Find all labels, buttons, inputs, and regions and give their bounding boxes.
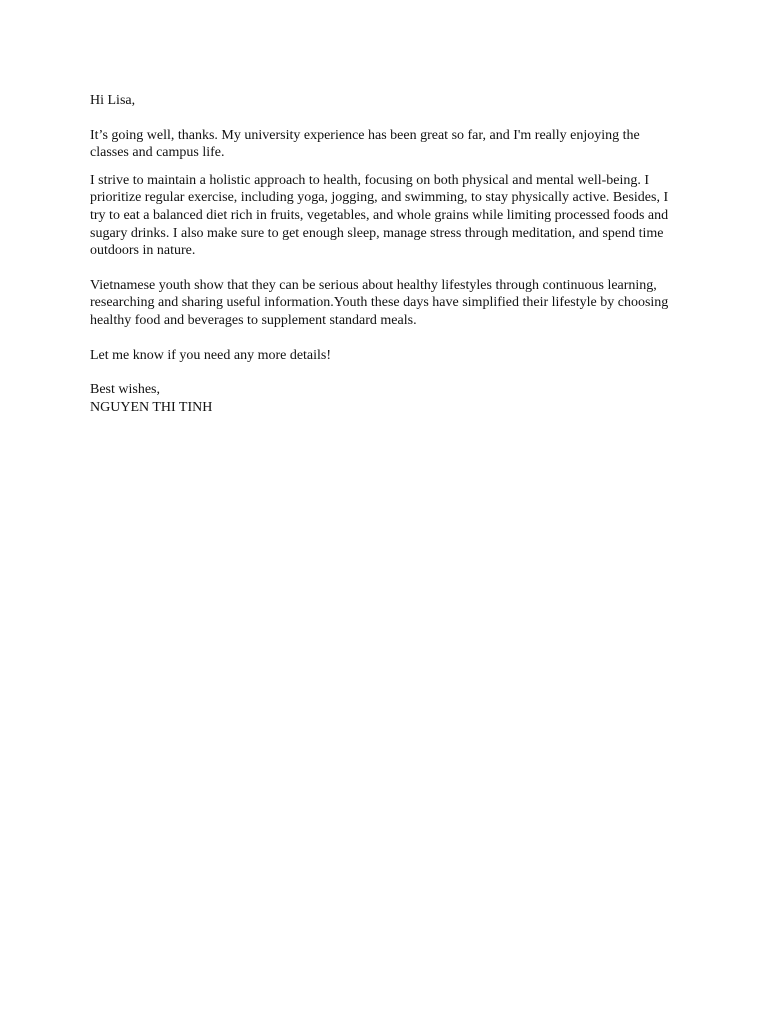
- letter-paragraph-4: Let me know if you need any more details!: [90, 347, 332, 363]
- letter-paragraph-2: I strive to maintain a holistic approach to health, focusing on both physical and mental well-being. I prioritize regular exercise, including yoga, jogging, and swimming, to stay physically active. Besides, I try to eat a balanced diet rich in fruits, vegetables, and whole grains while limiting processed foods and sugary drinks. I also make sure to get enough sleep, manage stress through meditation, and spend time outdoors in nature.: [90, 172, 669, 259]
- letter-signature: NGUYEN THI TINH: [90, 399, 213, 415]
- letter-closing: Best wishes,: [90, 382, 160, 398]
- letter-greeting: Hi Lisa,: [90, 93, 136, 108]
- letter-body: [90, 92, 680, 416]
- letter-paragraph-3: Vietnamese youth show that they can be serious about healthy lifestyles through continuous learning, researching and sharing useful information.Youth these days have simplified their lifestyle by choosing healthy food and beverages to supplement standard meals.: [90, 277, 669, 328]
- letter-paragraph-1: It’s going well, thanks. My university experience has been great so far, and I'm really enjoying the classes and campus life.: [90, 127, 640, 161]
